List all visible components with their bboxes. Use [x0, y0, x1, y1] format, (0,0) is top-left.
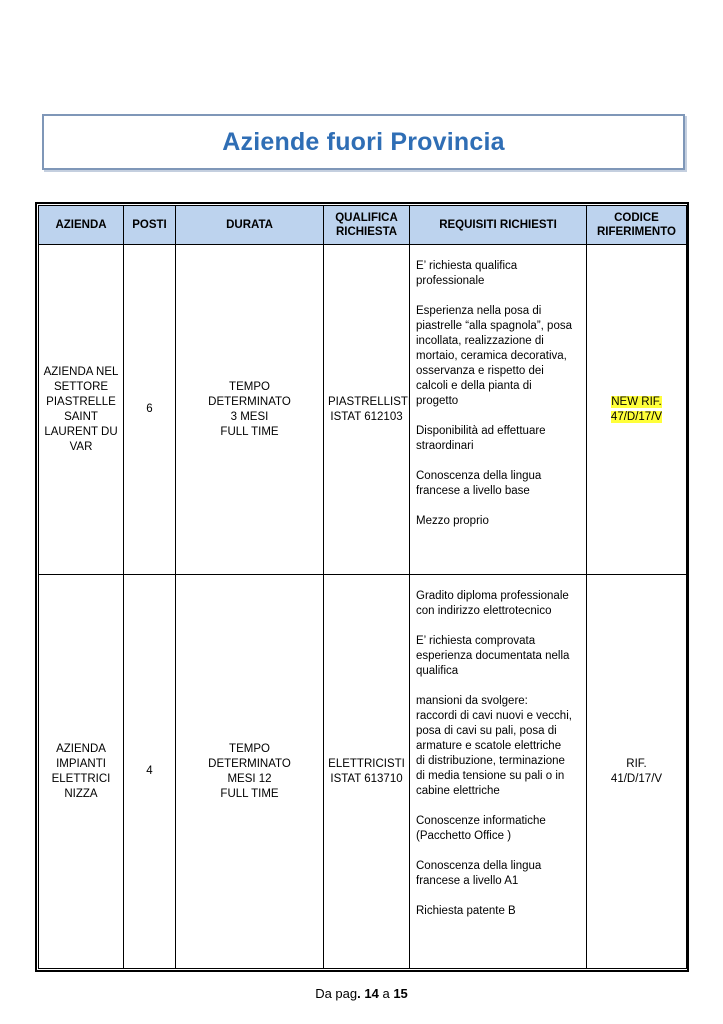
header-qualifica: QUALIFICA RICHIESTA: [324, 206, 410, 245]
highlighted-code: NEW RIF.: [611, 395, 662, 408]
header-azienda: AZIENDA: [39, 206, 124, 245]
job-table-frame: [35, 202, 689, 972]
cell-codice: [587, 245, 687, 575]
cell-codice: RIF. 41/D/17/V: [587, 575, 687, 969]
job-table: [38, 205, 687, 969]
cell-azienda: AZIENDA NEL SETTORE PIASTRELLE SAINT LAURENT DU VAR: [39, 245, 124, 575]
page-title: Aziende fuori Provincia: [222, 127, 505, 156]
footer-dot: .: [357, 986, 361, 1001]
cell-qualifica: PIASTRELLISTI ISTAT 612103: [324, 245, 410, 575]
cell-requisiti: Gradito diploma professionale con indirizzo elettrotecnico E’ richiesta comprovata esperienza documentata nella qualifica mansioni da svolgere: raccordi di cavi nuovi e vecchi, posa di cavi su pali, posa di armature e scatole elettriche di distribuzione, terminazione di media tensione su pali o in cabine elettriche Conoscenze informatiche (Pacchetto Office ) Conoscenza della lingua francese a livello A1 Richiesta patente B: [410, 575, 587, 969]
cell-requisiti: E’ richiesta qualifica professionale Esperienza nella posa di piastrelle “alla spagnola”, posa incollata, realizzazione di mortaio, ceramica decorativa, osservanza e rispetto dei calcoli e della pianta di progetto Disponibilità ad effettuare straordinari Conoscenza della lingua francese a livello base Mezzo proprio: [410, 245, 587, 575]
header-posti: POSTI: [124, 206, 176, 245]
header-requisiti: REQUISITI RICHIESTI: [410, 206, 587, 245]
footer-page: 14: [364, 986, 379, 1001]
cell-azienda: AZIENDA IMPIANTI ELETTRICI NIZZA: [39, 575, 124, 969]
title-box: [42, 114, 685, 170]
header-durata: DURATA: [176, 206, 324, 245]
footer-sep: a: [382, 986, 390, 1001]
page-footer: [0, 986, 723, 1001]
footer-prefix: Da pag: [315, 986, 358, 1001]
highlighted-code: 47/D/17/V: [610, 410, 663, 423]
footer-total: 15: [393, 986, 408, 1001]
header-codice: CODICE RIFERIMENTO: [587, 206, 687, 245]
cell-durata: TEMPO DETERMINATO MESI 12 FULL TIME: [176, 575, 324, 969]
cell-posti: 6: [124, 245, 176, 575]
cell-qualifica: ELETTRICISTI ISTAT 613710: [324, 575, 410, 969]
table-row: [39, 245, 687, 575]
cell-posti: 4: [124, 575, 176, 969]
cell-durata: TEMPO DETERMINATO 3 MESI FULL TIME: [176, 245, 324, 575]
header-row: [39, 206, 687, 245]
table-row: [39, 575, 687, 969]
